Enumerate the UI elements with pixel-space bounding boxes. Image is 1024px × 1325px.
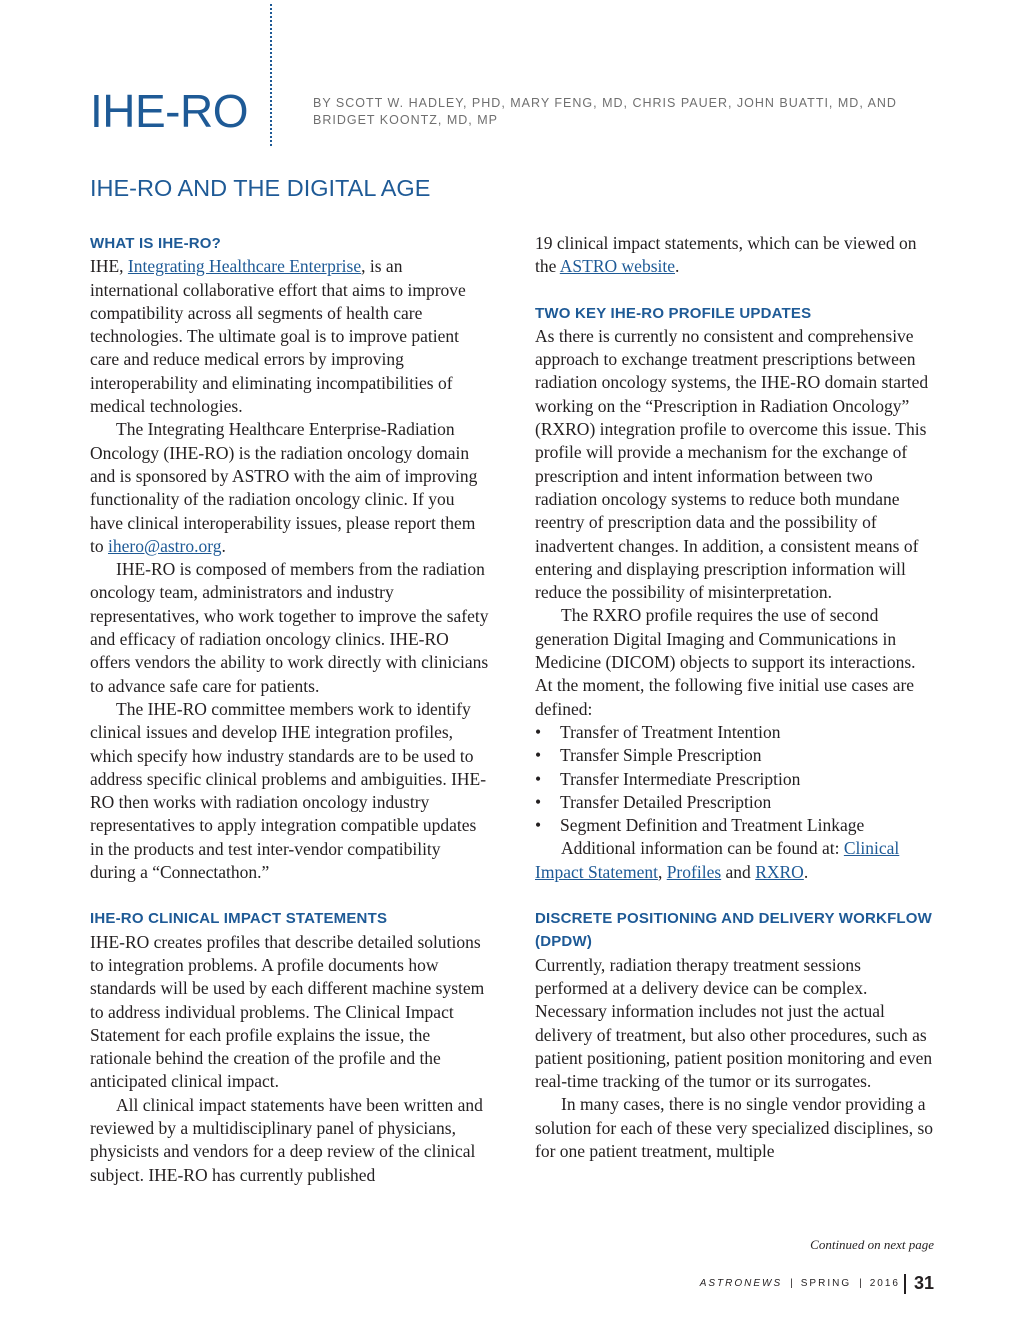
text: , bbox=[657, 861, 667, 882]
text: . bbox=[221, 535, 226, 556]
paragraph bbox=[535, 837, 935, 884]
paragraph: The IHE-RO committee members work to identify clinical issues and develop IHE integration profiles, which specify how industry standards are to be used to address specific clinical problems and ambiguities. IHE-RO then works with radiation oncology industry representatives to apply integration compatible updates in the products and test inter-vendor compatibility during a “Connectathon.” bbox=[90, 698, 487, 883]
heading-what-is-ihe-ro: WHAT IS IHE-RO? bbox=[90, 235, 222, 252]
heading-two-key-updates: TWO KEY IHE-RO PROFILE UPDATES bbox=[535, 304, 812, 322]
page-footer bbox=[700, 1273, 934, 1294]
integrating-healthcare-enterprise-link[interactable]: Integrating Healthcare Enterprise bbox=[127, 256, 362, 277]
list-item: • Transfer of Treatment Intention bbox=[535, 721, 935, 744]
magazine-name: ASTRONEWS bbox=[699, 1278, 783, 1289]
left-column bbox=[90, 232, 490, 1187]
article-title: IHE-RO AND THE DIGITAL AGE bbox=[90, 175, 431, 201]
byline: BY SCOTT W. HADLEY, PHD, MARY FENG, MD, CHRIS PAUER, JOHN BUATTI, MD, AND BRIDGET KOONTZ, MD, MP bbox=[313, 96, 897, 127]
list-item: • Transfer Simple Prescription bbox=[535, 744, 935, 767]
right-column bbox=[535, 232, 935, 1163]
issue-season: SPRING bbox=[800, 1278, 852, 1289]
issue-year: 2016 bbox=[869, 1278, 900, 1289]
use-case-list bbox=[535, 721, 935, 837]
ihero-email-link[interactable]: ihero@astro.org bbox=[108, 535, 222, 556]
rxro-link[interactable]: RXRO bbox=[755, 861, 804, 882]
footer-separator: | bbox=[859, 1278, 862, 1289]
text: . bbox=[803, 861, 809, 882]
text: Additional information can be found at: bbox=[561, 838, 844, 859]
paragraph bbox=[535, 232, 935, 279]
paragraph: Currently, radiation therapy treatment sessions performed at a delivery device can be complex. Necessary information includes not just the actual delivery of treatment, but also other procedures, such as patient positioning, patient position monitoring and even real-time tracking of the tumor or its surrogates. bbox=[535, 954, 933, 1092]
continued-note: Continued on next page bbox=[810, 1237, 934, 1252]
astro-website-link[interactable]: ASTRO website bbox=[559, 256, 675, 277]
text: 19 clinical impact statements, which can be viewed on the bbox=[535, 233, 917, 277]
paragraph: In many cases, there is no single vendor providing a solution for each of these very specialized disciplines, so for one patient treatment, multiple bbox=[535, 1094, 934, 1161]
section-title: IHE-RO bbox=[90, 85, 248, 137]
dotted-divider bbox=[270, 4, 272, 146]
paragraph: As there is currently no consistent and comprehensive approach to exchange treatment prescriptions between radiation oncology systems, the IHE-RO domain started working on the “Prescription in Radiation Oncology” (RXRO) integration profile to overcome this issue. This profile will provide a mechanism for the exchange of prescription and intent information between two radiation oncology systems to reduce both mundane reentry of prescription data and the possibility of inadvertent changes. In addition, a consistent means of entering and displaying prescription information will reduce the possibility of misinterpretation. bbox=[535, 325, 929, 603]
list-item: • Transfer Detailed Prescription bbox=[535, 791, 935, 814]
footer-bar bbox=[904, 1274, 906, 1294]
heading-dpdw: DISCRETE POSITIONING AND DELIVERY WORKFLOW (DPDW) bbox=[535, 910, 933, 951]
paragraph: IHE-RO creates profiles that describe detailed solutions to integration problems. A profile documents how standards will be used by each different machine system to address individual problems. The Clinical Impact Statement for each profile explains the issue, the rationale behind the creation of the profile and the anticipated clinical impact. bbox=[90, 931, 485, 1092]
paragraph bbox=[90, 255, 490, 418]
clinical-impact-statement-link[interactable]: Clinical Impact Statement bbox=[535, 838, 900, 882]
list-item: • Transfer Intermediate Prescription bbox=[535, 768, 935, 791]
footer-separator: | bbox=[790, 1278, 793, 1289]
page-number: 31 bbox=[913, 1273, 934, 1293]
text: IHE, bbox=[90, 256, 128, 277]
profiles-link[interactable]: Profiles bbox=[666, 861, 722, 882]
text: , is an international collaborative effort that aims to improve compatibility across all segments of health care technologies. The ultimate goal is to improve patient care and reduce medical errors by improving interoperability and eliminating incompatibilities of medical technologies. bbox=[90, 256, 466, 417]
paragraph: All clinical impact statements have been written and reviewed by a multidisciplinary panel of physicians, physicists and vendors for a deep review of the clinical subject. IHE-RO has currently published bbox=[90, 1094, 483, 1185]
paragraph: The RXRO profile requires the use of second generation Digital Imaging and Communications in Medicine (DICOM) objects to support its interactions. At the moment, the following five initial use cases are defined: bbox=[535, 605, 916, 719]
heading-clinical-impact-statements: IHE-RO CLINICAL IMPACT STATEMENTS bbox=[90, 910, 388, 928]
text: The Integrating Healthcare Enterprise-Radiation Oncology (IHE-RO) is the radiation oncology domain and is sponsored by ASTRO with the aim of improving functionality of the radiation oncology clinic. If you have clinical interoperability issues, please report them to bbox=[90, 419, 478, 556]
text: and bbox=[721, 861, 756, 882]
paragraph bbox=[90, 418, 490, 558]
list-item: • Segment Definition and Treatment Linkage bbox=[535, 814, 935, 837]
text: . bbox=[675, 256, 680, 277]
paragraph: IHE-RO is composed of members from the radiation oncology team, administrators and industry representatives, who work together to improve the safety and efficacy of radiation oncology clinics. IHE-RO offers vendors the ability to work directly with clinicians to advance safe care for patients. bbox=[90, 559, 489, 696]
